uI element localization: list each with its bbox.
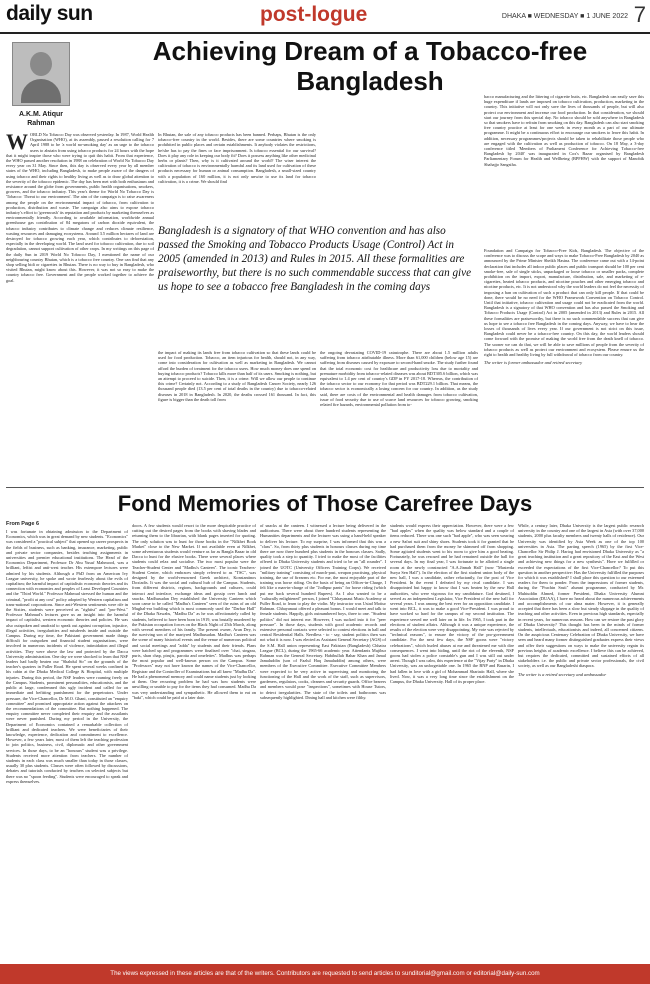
article-text: students would express their appreciation. However, there were a few "bad apples" when the quality was below standard and a couple of items reduced. There was one such "bad apple", who was seen wearing a new Safari suit and shiny shoes. Students took it for granted that he had purchased them from the money he skimmed off from shopping. Some agitated students went to his room to give him a good beating. Fortunately, he was rescued and he had remained outside the hall for several days. In my final year, I was fortunate to be allotted a single room at the newly constructed "A.A.Jinnah Hall" (now "Masterda Surya Sen Hall"). In the election of the first student union body of the new hall, I was a candidate, rather reluctantly, for the post of Vice President. In the event I defeated by my rival candidate. I was disappointed but happy to know that I was beaten by the new Hall authorities, who were vigorous for my candidature. God destined, I served as an independent Legislator, Vice President of the new hall for several years. I was among the best ever for an opposition candidate. I went into BCL, it was to make a good Vice-President. I was proud to have worked so hard for the campus of my second institution. The experience served me well later on in life. In 1965, I took part in the elections of student affairs. Although it was a unique experience, the results of the election were very disappointing. My vote was rejected by "technical reasons", to ensure the victory of the pro-government candidate. For the next few days, the NSF goons were "victory celebrations", which hurled abuses at me and threatened me with dire consequences. I went into hiding, until the riot of the eleventh, NSF goons had stolen a police constable's gun and I was still out under arrest. Though I was calm, this experience at the "Vijay Party" in Dhaka University, was an unforgettable one. In 1965 the BNP and Basarin, I had fallen in love with a girl of Mohammad Shariatic Hall, where she lived. Now, it was a very long time since the establishment on the Campus, the Dhaka University. Hall of its proper place. bbox=[390, 523, 514, 685]
article-text: of snacks at the canteen. I witnessed a lecture being delivered in the auditorium. There were about three hundred students representing the Humanities departments and the lecturer was using a hand-held speaker to deliver his lecture. To my surprise, I was informed that this was a "class". So, from thirty plus students in honours classes during my time there are now three hundred plus students in the honours classes. Sadly, quality took a step to quantity. I tried to make the most of the facilities offered to Dhaka University students and tried to be an "all rounder". I joined the UOTC (University Officers Training Corps). We received "military training" consisting of march-past, weapon practising, physical training, the use of firearms etc. For me, the most enjoyable part of the training was horse riding. On the basis of being an Officer-in-Charge, I felt like a man-in-charge of the "Jodhpur pants" for horse riding (which put me back several hundred Rupees). As I also wanted to be a "culturally enlightened" person, I joined "Chhayanaut Music Academy at Puller Road, to learn to play the violin. My instructor was Ustad Motiur Rahman. Chhayanaut offered a pleasant bonus. I would meet and talk to female students. Happily, girls outnumbered boys, three to one. "Student politics" did not interest me. However, I was sucked into it for "peer pressure". In those days, students with good academic records and extensive personal contacts were selected to contest elections in hall and central Residential Halls. Needless - to - say, student politics then was not what it is now. I was elected as Assistant General Secretary (AGS) of the S.M. Hall union representing East Pakistan (Bangladesh) Chhatra League (BCL), during the 1965-66 academic year. Attendants Mujibur Rahman was the General Secretary. Habibullah Bahar Khan and Jamal Jamaluddin (son of Fazlul Haq Jamaluddin) among others, were members of the Executive Committee. Executive Committee Members were expected to be very active in supervising and monitoring the functioning of the Hall and the work of the staff, such as supervisors, gardeners, regulators, cooks, cleaners and security guards. Office bearers and members would pose "inspections", sometimes with House Tutors, to detect irregularities. The state of the toilets and bathrooms was subsequently highlighted. Dining hall and kitchen were filthy. bbox=[260, 523, 386, 700]
drop-cap: W bbox=[6, 132, 28, 154]
pull-quote: Bangladesh is a signatory of that WHO convention and has also passed the Smoking and Tobacco Products Usage (Control) Act in 2005 (amended in 2013) and Rules in 2015. All these formalities are praiseworthy, but there is no such commendable success that can give us hope to see a tobacco free Bangladesh in the coming days bbox=[158, 225, 472, 293]
article-column-5 bbox=[484, 94, 644, 244]
article2-column-4 bbox=[390, 523, 514, 961]
article-text: While, a century later, Dhaka University is the largest public research university in the country and one of the largest in Asia (with over 37,000 students, 2000 plus faculty members and twenty halls of residence). Our University was identified by Asia Week as one of the top 100 universities in Asia. The parting speech (1965) by the first Vice-Chancellor Sir Philip J. Hartog had envisioned Dhaka University as "a great teaching institution and a great repository of the East and the West and achieving new things for a new synthesis". Have we fulfilled or exceeded the expectations of the first Vice-Chancellor? To put this question in another perspective: Has the University fulfilled the purposes for which it was established? I shall place this question to our esteemed readers for them to ponder. From the impressions of former students, during the "Prachin Sruti" alumni programme, conducted by Mr. Muhiuddin Ahmed, former President, Dhaka University Alumni Association (DUAA), I have no heard about the numerous achievements and accomplishments of our alma mater. However, it is generally accepted that there has been a slow but steady slippage in the quality of teaching and other activities. Even in previous high standards, especially in recent years, for numerous reasons. How can we restore the past glory of Dhaka University? This thought has been in the minds of former students, intellectuals, educationists and indeed, all concerned citizens. On the auspicious Centenary Celebration of Dhaka University, we have seen and heard many former distinguished graduates express their views and offer their suggestions on ways to make the university regain its previous heights of academic excellence. I believe this can be achieved, but requires the dedicated, committed and sustained efforts of all stakeholders i.e. the public and private sector professionals, the civil society, as well as our Bangladeshi diaspora. bbox=[518, 523, 644, 669]
article2-column-3 bbox=[260, 523, 386, 961]
article-text: the impact of making its lands free from tobacco cultivation so that these lands could be used for food production. Tobacco, an item injurious for health, should not, in any way, come into consideration for cultivation as well as marketing in Bangladesh. We cannot afford the burden of treatment for the tobacco users. How much money does one spend on buying tobacco products? Tobacco kills more than half of its users. Smoking is nothing, but an attempt to proceed to suicide. Then, it is a crime. Will we allow our people to continue this crime? Certainly not. According to a study of Bangladesh Cancer Society, nearly 126 thousand people died (13.5 per cent of total deaths in the country) due to tobacco-related diseases in 2018 in Bangladesh. In 2020, the deaths crossed 161 thousand. In fact, this figure is bigger than the death toll from bbox=[158, 350, 316, 402]
article-text: I was fortunate in obtaining admission to the Department of Economics, which was in great demand by new students. "Economics" was considered a "practical subject" that opened up career prospects in the fields of business, such as banking, insurance, marketing, public and private sector companies, besides teaching assignments in universities and premier educational institutions. The Head of the Economics Department, Professor Dr Abu Yusuf Mahmood, was a brilliant, leftist and anti-west teacher. His extempore lectures were admired by his students. Although a PhD from an American Ivy League university, he spoke and wrote fearlessly about the evils of capitalism; the harmful impact of capitalistic economic theories and its connection with economies and peoples of Least Developed Countries and the "Third World." Professor Mahmud stressed the human and the criminal, "profit at any cost" policy adopted by Western capitalism and trans-national corporations. Since anti-Western sentiments were rife in the Sixties, students were perceived as "rightist" and "pro-West." Professor Mahmud's lectures gave us an insight into the harmful impact of capitalist, western economic theories and policies. He was also outspoken and unafraid to speak out against corruption, injustice, illegal activities, irregularities and misdeeds inside and outside the Campus. During my time, the Pakistani government made things difficult for outspoken and financial student organisations, were involved in numerous incidents of violence, intimidation and illegal activities. They were above the law and protected by the Dacca University administration. One day we were shocked to learn that NSF leaders had badly beaten our "Shahdul Sir" on the grounds of the teacher's quarters in Fuller Road. He spent several weeks confined in his cabin at the Dhaka Medical College & Hospital, with multiple injuries. During this period, the NSF leaders were roaming freely on the Campus. Students, prominent personalities, educationists, and the public at large, condemned this ugly incident and called for an immediate and befitting punishment for the perpetrators. Under pressure, the Vice-Chancellor, Dr M.O. Ghani, constituted an "enquiry committee" and promised appropriate action against the attackers on the recommendations of the committee. But nothing happened. The enquiry committee never completed their enquiry and the assailants were never punished. During my period in the University, the Department of Economics contained a remarkable collection of brilliant and dedicated teachers. We were beneficiaries of their knowledge, experience, dedication and commitment to excellence. However, a few years later, most of them left the teaching profession to join politics, business, civil, diplomatic and other government services. In those days, to be an "honours" student was a privilege. Students received more attention from teachers. The number of students in each class was much smaller than today in those classes, usually 30 plus students. Classes were often followed by discussions, debates and tutorials conducted by teachers on selected subjects but there was no "spoon feeding". Students were encouraged to speak and express themselves. bbox=[6, 529, 128, 784]
writer-note-2: The writer is a retired secretary and ambassador bbox=[518, 671, 607, 677]
newspaper-name[interactable]: daily sun bbox=[6, 2, 93, 25]
article-text: Foundation and Campaign for Tobacco-Free Kids, Bangladesh. The objective of the conference was to discuss the scope and ways to make Tobacco-Free Bangladesh by 2040 as announced by the Prime Minister Sheikh Hasina. The conference came out with a 14-point declaration that includes all indoor public places and public transport should be 100 per cent smoke-free, sale of single sticks, unpackaged or loose tobacco or smaller packs, complete prohibition on the import, export, manufacture, distribution, sale, and marketing of e-cigarettes, heated tobacco products, and nicotine pouches and other emerging tobacco and nicotine products, etc. It is not understood why the world leaders do not feel the necessity of imposing a ban on cultivation of such a product that can only kill people. If that could be done, there would be no need for the WHO Framework Convention on Tobacco Control. Until that initiative, tobacco cultivation and usage could not be eradicated from the world. Bangladesh is a signatory of that WHO convention and has also passed the Smoking and Tobacco Products Usage (Control) Act in 2005 (amended in 2013) and Rules in 2015. All these formalities are praiseworthy, but there is no such commendable success that can give us hope to see a tobacco free Bangladesh in the coming days. Anyway, we have to hear the losses of thousands of lives every year. If our government is not strict on this issue, Bangladesh could never be a tobacco-free country. On this day, the world leaders should come forward with the promise of making the world free from the death knell of tobacco. The sooner we can do that, we will be able to save millions of people from the severity of tobacco products as well as protect our environment and ecosystem. Please ensure us the right to health and healthy living by full withdrawal of tobacco from our country. bbox=[484, 248, 644, 358]
section-divider bbox=[6, 487, 644, 488]
footer-bar bbox=[0, 964, 650, 984]
article-headline: Achieving Dream of a Tobacco-free Bangladesh bbox=[152, 36, 588, 96]
article2-column-5 bbox=[518, 523, 644, 961]
dateline: DHAKA ■ WEDNESDAY ■ 1 JUNE 2022 bbox=[501, 13, 628, 20]
article-column-2 bbox=[158, 132, 316, 222]
author-photo bbox=[12, 42, 70, 106]
continued-from-label: From Page 6 bbox=[6, 521, 40, 527]
page-number: 7 bbox=[633, 2, 646, 27]
article-text: In Bhutan, the sale of any tobacco products has been banned. Perhaps, Bhutan is the only tobacco-free country in the world. Besides, there are some countries where smoking is prohibited in public places and certain establishments. It anybody violates the restrictions, he/she has to pay the fines or face imprisonment. Is tobacco essential for our survival? Does it play any role in keeping our body fit? Does it possess anything like other medicinal herbs or plants? Then, why is it cultivated around the world? The wiser interest the cultivation of tobacco is environmentally harmful and its land used for cultivation of these products necessary for human or animal consumption. Bangladesh, a small-sized country with a population of 160 million, it is not only unwise to use its land for tobacco cultivation, it is a crime. We should find bbox=[158, 132, 316, 184]
writer-note: The writer is former ambassador and retired secretary bbox=[484, 360, 583, 366]
article2-column-1 bbox=[6, 529, 128, 961]
section-name: post-logue bbox=[260, 3, 368, 26]
article-text: the ongoing devastating COVID-19 catastrophe. There are about 1.5 million adults suffering from tobacco attributable illness. More than 61,000 children (below age 15) are suffering from diseases caused by exposure to second-hand smoke. The study further found that the total economic cost for healthcare and productivity loss due to mortality and premature morbidity from tobacco-related diseases was about BDT305.6 billion, which was equivalent to 1.4 per cent of country's GDP in FY 2017-18. Whereas, the contribution of the tobacco sector to our economy for that period was BDT229.1 billion. That means, the tobacco sector is economically a losing concern for our country. In addition, as the study said, there are costs of the environmental and health damages from tobacco cultivation, issue of food security due to use of scarce land resources for tobacco growing, smoking related fire hazards, environmental pollution from to- bbox=[320, 350, 478, 408]
article-text: doors. A few students would resort to the more despicable practice of cutting out the desired pages from the books with shaving blades and returning them to the librarian, with blank pages inserted for quoting. The only solution was to hunt for those books in the "Nilkhet Book Market" close to the New Market. If not available even at Nilkhet, some adventurous students would venture as far as Bangla Bazar in old Dacca to hunt for the elusive books. There were several places where students could relax and socialise. The two most popular were the Teacher-Student Center and "Madhu's Canteen". The iconic Teachers-Student Center, which embraces simply referred to as "TSC", was designed by the world-renowned Greek architect, Konstantinos Doxiadis. It was the social and cultural hub of the Campus. Students, from different districts, regions, backgrounds and cultures, could interact and interface, exchange ideas and gossip over lunch and snacks. Madhusudan Dey established the University Canteen which soon came to be called "Madhu's Canteen" seen of the ruins of an old Mughal-era building which is most commonly used the "Darbar Hall" of the Dhaka Nawabs, "Madhu Da" as he was affectionately called by students, believed to have been born in 1919, was brutally murdered by the Pakistan occupation forces on the Black Night of 25th March, along with several members of his family. The present owner, Arun Dey, is the surviving son of the martyred Madhusudan. Madhu's Canteen was the scene of many historical events and the venue of numerous political and social meetings and "adda" by students and their friends. Plans were hatched up and programmes were finalised over "chai, singara, puris, shan chap, pirujis, parotta and omelettes". Madhus was perhaps the most popular and well-known person on the Campus. Some "Professors" may not have known the names of the Vice-Chancellor, Registrar and the Controller of Examinations but all knew "Madhu Da". He had a phenomenal memory and could name students just by looking at them. One recurring problem he had was how students were unwilling or unable to pay for the items they had consumed. Madhu Da was very understanding and sympathetic. He allowed them to eat on "baki", which could be paid at a later date. bbox=[132, 523, 256, 700]
article-headline-2: Fond Memories of Those Carefree Days bbox=[117, 491, 533, 516]
author-name: A.K.M. Atiqur Rahman bbox=[18, 111, 64, 127]
article-text: bacco manufacturing and the littering of cigarette butts, etc. Bangladesh can easily save this huge expenditure if lands are imposed on tobacco cultivation, production, marketing in the country. This initiative will not only save the lives of thousands of people, but will also protect our environment and increase our food production. In that consideration, we should start our journey from this special day. No tobacco should be sold anywhere in Bangladesh so that smokers have to refrain from smoking on this day. Bangladesh can also start smoking free country practice at least for one week in every month as a part of our ultimate programme. It might be a continuous effort to encourage our smokers to leave this habit. In addition, necessary programmes/projects should be taken to rehabilitate those people who are engaged with the cultivation as well as production of tobacco. On 18 May, a 3-day conference titled 'Members of Parliament Conference for Achieving Tobacco-free Bangladesh by 2040' was inaugurated in Cox's Bazar organised by Bangladesh Parliamentary Forum for Health and Wellbeing (BPFHW) with the support of Manobik Shahajjo Sangstha. bbox=[484, 94, 644, 167]
article-column-3 bbox=[158, 350, 316, 482]
article-column-1 bbox=[6, 132, 154, 480]
article-column-6 bbox=[484, 248, 644, 482]
article2-column-2 bbox=[132, 523, 256, 961]
article-text: ORLD No Tobacco Day was observed yesterday. In 1987, World Health Organisation (WHO), at its assembly, passed a resolution calling for 7 April 1988 to be 'a world no-smoking day' as an urge to the tobacco users to abstain from using tobacco products for 24 hours with the hope that it might inspire those who were trying to quit this habit. From that experience, the WHO passed another resolution in 1988 on celebration of World No Tobacco Day every year on 31 May. Since then, this day is observed every year by all member states of the WHO, including Bangladesh, to make people aware of the dangers of using tobacco and their rights to healthy living as well as to draw global attention to the severity of the tobacco epidemic. The day has been met with both enthusiasm and resistance around the globe from governments, public health organisations, smokers, growers, and the tobacco industry. This year's theme for World No Tobacco Day is 'Tobacco: Threat to our environment'. The aim of the campaign is to raise awareness among the people on the environmental impact of tobacco, from cultivation to production, distribution and waste. The campaign also aims to expose tobacco industry's effort to 'greenwash' its reputation and products by marketing themselves as environmentally friendly. According to available information, worldwide annual greenhouse gas contribution of 84 megatons of carbon dioxide equivalent, the tobacco industry contributes to climate change and reduces climate resilience, wasting resources and damaging ecosystems. Around 3.5 million hectares of land are destroyed for tobacco growing each year, which contributes to deforestation, especially in the developing world. The land used for tobacco cultivation, due to soil degradation, cannot support cultivation of other crops. In my writings on this page of the daily Sun in 2019 World No Tobacco Day, I mentioned the name of our neighbouring country Bhutan, which is a tobacco free country. One can find that any shop selling bidi or cigarettes in Bhutan. There is no way to buy in Bangladesh, who visited Bhutan, might know about this. However, it was not so easy to make the country tobacco free. Government and the people worked together to achieve the goal. bbox=[6, 132, 154, 283]
article-column-4 bbox=[320, 350, 478, 482]
masthead bbox=[0, 0, 650, 34]
footer-text: The views expressed in these articles are that of the writers. Contributors are requested to send articles to sunditorial@gmail.com or editorial@daily-sun.com bbox=[110, 970, 540, 977]
